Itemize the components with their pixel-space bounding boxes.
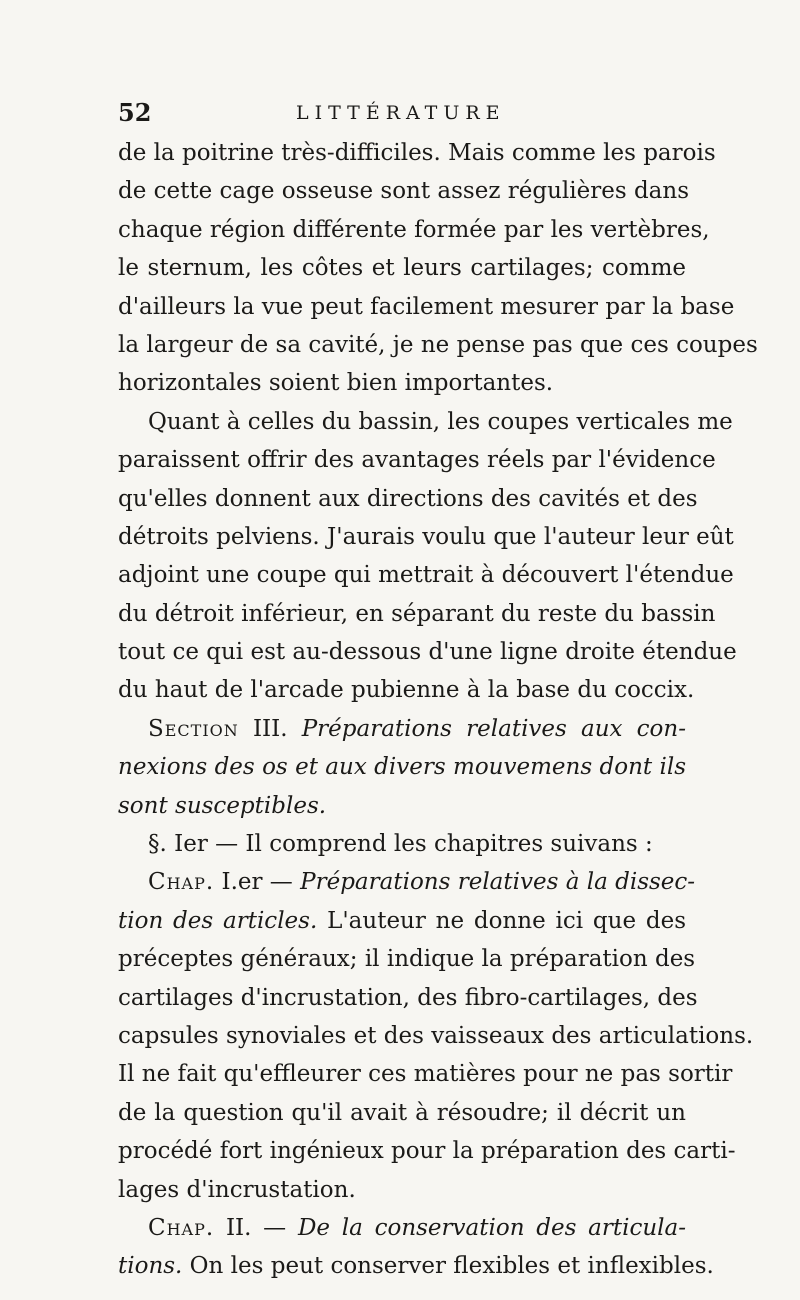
text-line (118, 979, 698, 1017)
page-number: 52 (118, 98, 152, 127)
text-line (118, 710, 686, 748)
text-run: lages d'incrustation. (118, 1176, 356, 1203)
text-run: tout ce qui est au-dessous d'une ligne droite étendue (118, 639, 737, 666)
text-line (118, 211, 710, 249)
text-run: du haut de l'arcade pubienne à la base du coccix. (118, 677, 695, 704)
text-line (118, 1247, 714, 1285)
text-line (118, 556, 734, 594)
smallcaps-text: Section (148, 715, 239, 742)
text-run: Il ne fait qu'effleurer ces matières pour ne pas sortir (118, 1061, 733, 1088)
text-line (118, 787, 686, 825)
smallcaps-text: Chap. (148, 1214, 215, 1241)
text-run: d'ailleurs la vue peut facilement mesurer par la base (118, 293, 735, 320)
text-line (118, 633, 737, 671)
italic-text: tions. (118, 1253, 183, 1280)
text-line (118, 403, 733, 441)
text-line (118, 1094, 686, 1132)
text-line (118, 748, 686, 786)
text-line (118, 1209, 686, 1247)
italic-text: Préparations relatives à la dissec- (300, 869, 696, 896)
text-line (118, 1055, 733, 1093)
text-line (118, 364, 686, 402)
text-line (118, 671, 695, 709)
text-line (118, 249, 686, 287)
text-run: L'auteur ne donne ici que des (317, 907, 686, 934)
text-run: I.er — (214, 869, 301, 896)
text-run: préceptes généraux; il indique la préparation des (118, 946, 696, 973)
text-line (118, 940, 696, 978)
smallcaps-text: Chap. (148, 869, 215, 896)
text-line (118, 902, 686, 940)
text-run: horizontales soient bien importantes. (118, 370, 554, 397)
text-line (118, 480, 698, 518)
running-title: LITTÉRATURE (296, 102, 506, 124)
text-run: procédé fort ingénieux pour la préparation des carti- (118, 1138, 736, 1165)
text-run: détroits pelviens. J'aurais voulu que l'auteur leur eût (118, 523, 734, 550)
text-line (118, 1017, 754, 1055)
text-run: III. (238, 715, 302, 742)
text-run: cartilages d'incrustation, des fibro-cartilages, des (118, 984, 698, 1011)
text-line (118, 1171, 686, 1209)
italic-text: sont susceptibles. (118, 792, 327, 819)
body-text (118, 134, 758, 1286)
text-run: de cette cage osseuse sont assez régulières dans (118, 178, 690, 205)
text-run: du détroit inférieur, en séparant du reste du bassin (118, 600, 716, 627)
italic-text: tion des articles. (118, 907, 318, 934)
text-run: II. — (214, 1214, 298, 1241)
text-run: capsules synoviales et des vaisseaux des articulations. (118, 1022, 754, 1049)
text-run: chaque région différente formée par les vertèbres, (118, 216, 710, 243)
text-line (118, 518, 734, 556)
text-run: le sternum, les côtes et leurs cartilages; comme (118, 255, 686, 282)
text-run: §. Ier — Il comprend les chapitres suivans : (148, 831, 653, 858)
text-line (118, 288, 735, 326)
text-run: Quant à celles du bassin, les coupes verticales me (148, 408, 733, 435)
text-line (118, 1132, 736, 1170)
text-line (118, 825, 686, 863)
text-run: de la poitrine très-difficiles. Mais comme les parois (118, 140, 716, 166)
text-run: paraissent offrir des avantages réels par l'évidence (118, 447, 716, 474)
italic-text: Préparations relatives aux con- (301, 715, 686, 742)
text-run: de la question qu'il avait à résoudre; il décrit un (118, 1099, 686, 1126)
text-run: adjoint une coupe qui mettrait à découvert l'étendue (118, 562, 734, 589)
italic-text: De la conservation des articula- (297, 1214, 686, 1241)
text-line (118, 134, 716, 172)
text-run: On les peut conserver flexibles et inflexibles. (182, 1253, 714, 1280)
page-header (118, 98, 718, 132)
text-line (118, 863, 696, 901)
text-line (118, 595, 716, 633)
italic-text: nexions des os et aux divers mouvemens dont ils (118, 754, 686, 781)
text-run: qu'elles donnent aux directions des cavités et des (118, 485, 698, 512)
text-run: la largeur de sa cavité, je ne pense pas que ces coupes (118, 331, 758, 358)
text-line (118, 172, 690, 210)
text-line (118, 441, 716, 479)
text-line (118, 326, 758, 364)
